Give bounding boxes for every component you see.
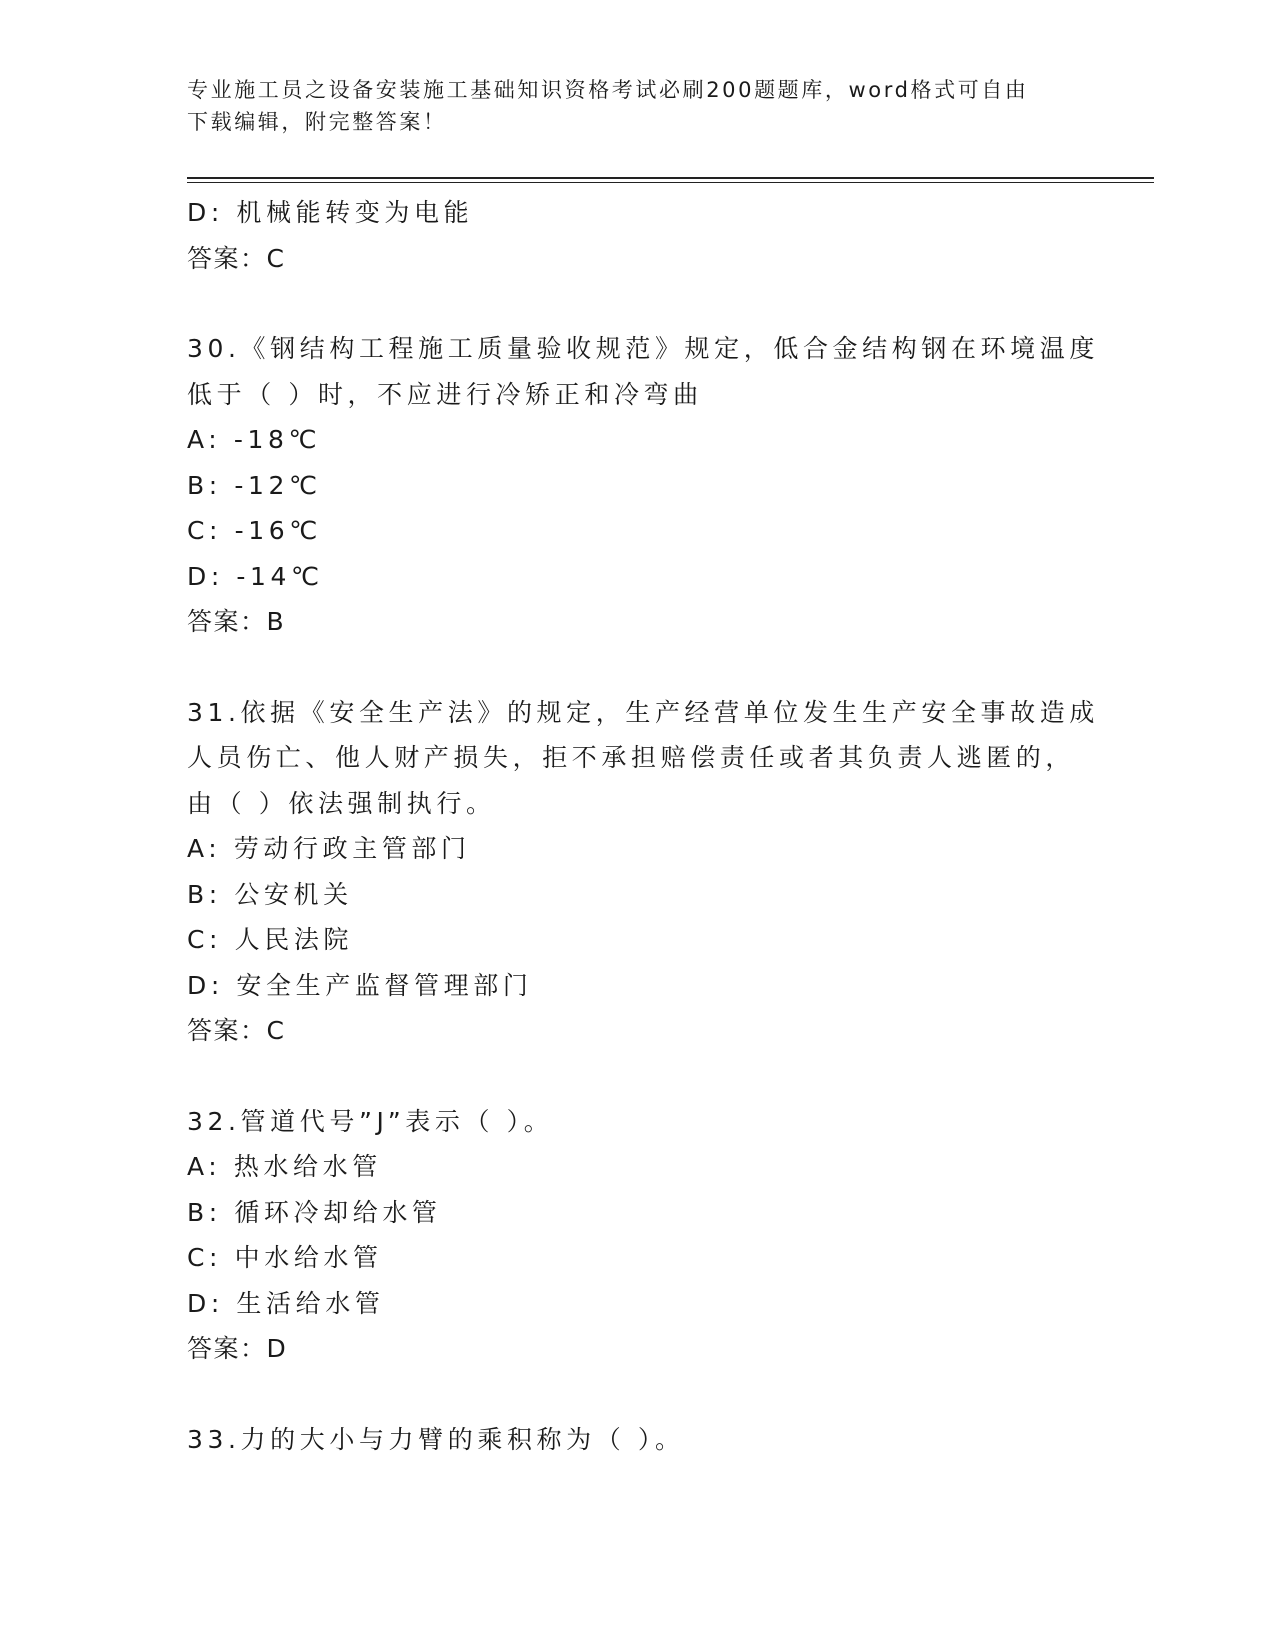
option-d: D: 机械能转变为电能 — [187, 198, 474, 227]
answer-line: 答案：D — [187, 1334, 288, 1363]
option-d: D: 安全生产监督管理部门 — [187, 970, 533, 1000]
question-text-line: 人员伤亡、他人财产损失，拒不承担赔偿责任或者其负责人逃匿的， — [187, 743, 1076, 772]
question-33 — [187, 1417, 1147, 1463]
option-b: B: 循环冷却给水管 — [187, 1197, 442, 1227]
question-text-line: 30.《钢结构工程施工质量验收规范》规定，低合金结构钢在环境温度 — [187, 334, 1099, 363]
spacer — [187, 281, 1147, 326]
option-c: C: -16℃ — [187, 516, 322, 545]
header-divider-thin — [187, 182, 1154, 183]
document-header — [187, 74, 1087, 138]
question-text-line: 低于（ ）时，不应进行冷矫正和冷弯曲 — [187, 379, 703, 409]
option-c: C: 中水给水管 — [187, 1243, 383, 1272]
question-text-line: 33.力的大小与力臂的乘积称为（ ）。 — [187, 1424, 685, 1454]
option-d: D: -14℃ — [187, 561, 324, 591]
question-text-line: 由（ ）依法强制执行。 — [187, 788, 496, 818]
option-b: B: -12℃ — [187, 470, 322, 500]
header-divider-thick — [187, 177, 1154, 179]
question-list — [187, 190, 1147, 1462]
answer-line: 答案：C — [187, 1016, 286, 1045]
option-d: D: 生活给水管 — [187, 1288, 385, 1318]
question-30 — [187, 326, 1147, 645]
spacer — [187, 1054, 1147, 1099]
option-a: A: 劳动行政主管部门 — [187, 834, 471, 863]
header-title-line-2: 下载编辑，附完整答案！ — [187, 110, 447, 134]
option-b: B: 公安机关 — [187, 879, 353, 909]
question-text-line: 31.依据《安全生产法》的规定，生产经营单位发生生产安全事故造成 — [187, 697, 1099, 727]
answer-line: 答案：B — [187, 607, 286, 636]
previous-question-tail — [187, 190, 1147, 281]
question-31 — [187, 690, 1147, 1054]
option-a: A: 热水给水管 — [187, 1152, 382, 1181]
question-text-line: 32.管道代号”J”表示（ ）。 — [187, 1106, 554, 1136]
spacer — [187, 645, 1147, 690]
option-a: A: -18℃ — [187, 425, 322, 454]
question-32 — [187, 1099, 1147, 1372]
header-title-line-1: 专业施工员之设备安装施工基础知识资格考试必刷200题题库，word格式可自由 — [187, 78, 1029, 102]
option-c: C: 人民法院 — [187, 925, 354, 954]
answer-line: 答案：C — [187, 243, 286, 273]
spacer — [187, 1372, 1147, 1417]
